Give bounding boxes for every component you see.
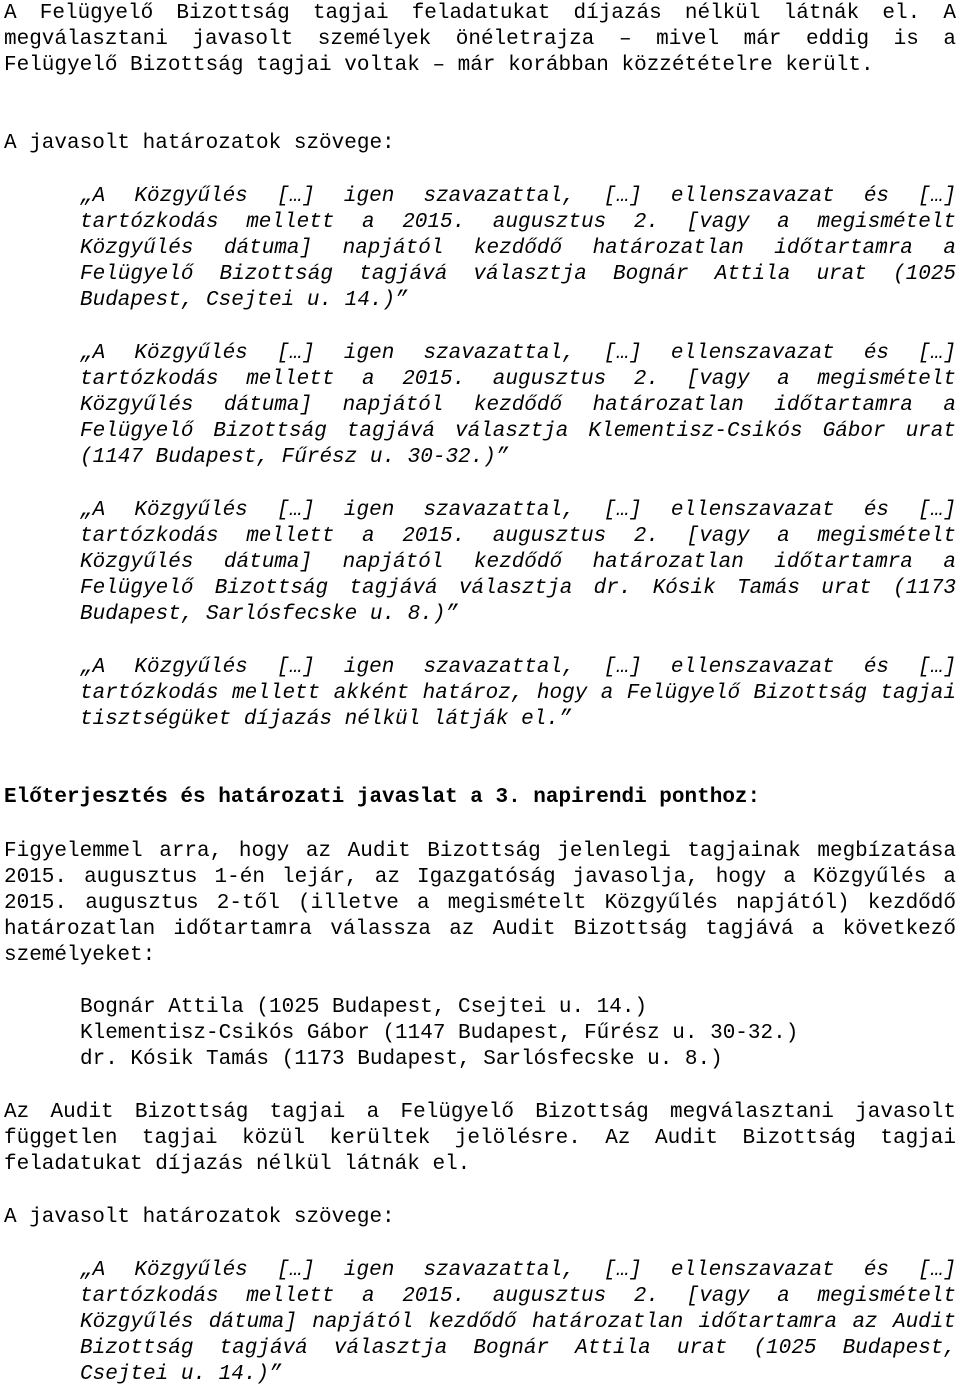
intro-paragraph: A Felügyelő Bizottság tagjai feladatukat díjazás nélkül látnák el. A megválasztani javasolt személyek önéletrajza – mivel már eddig is a Felügyelő Bizottság tagjai voltak – már korábban közzétételre került. bbox=[4, 2, 956, 77]
resolution-1: „A Közgyűlés […] igen szavazattal, […] ellenszavazat és […] tartózkodás mellett a 2015. augusztus 2. [vagy a megismételt Közgyűlés dátuma] napjától kezdődő határozatlan időtartamra a Felügyelő Bizottság tagjává választja Bognár Attila urat (1025 Budapest, Csejtei u. 14.)” bbox=[80, 185, 956, 312]
resolution-4: „A Közgyűlés […] igen szavazattal, […] ellenszavazat és […] tartózkodás mellett akként határoz, hogy a Felügyelő Bizottság tagjai tisztségüket díjazás nélkül látják el.” bbox=[80, 656, 956, 731]
resolution-3: „A Közgyűlés […] igen szavazattal, […] ellenszavazat és […] tartózkodás mellett a 2015. augusztus 2. [vagy a megismételt Közgyűlés dátuma] napjától kezdődő határozatlan időtartamra a Felügyelő Bizottság tagjává választja dr. Kósik Tamás urat (1173 Budapest, Sarlósfecske u. 8.)” bbox=[80, 499, 956, 626]
list-item: dr. Kósik Tamás (1173 Budapest, Sarlósfecske u. 8.) bbox=[80, 1048, 723, 1071]
list-item: Klementisz-Csikós Gábor (1147 Budapest, Fűrész u. 30-32.) bbox=[80, 1022, 799, 1045]
audit-members-paragraph: Az Audit Bizottság tagjai a Felügyelő Bizottság megválasztani javasolt független tagjai közül kerültek jelölésre. Az Audit Bizottság tagjai feladatukat díjazás nélkül látnák el. bbox=[4, 1101, 956, 1176]
section-heading: Előterjesztés és határozati javaslat a 3. napirendi ponthoz: bbox=[4, 786, 761, 809]
resolution-2: „A Közgyűlés […] igen szavazattal, […] ellenszavazat és […] tartózkodás mellett a 2015. augusztus 2. [vagy a megismételt Közgyűlés dátuma] napjától kezdődő határozatlan időtartamra a Felügyelő Bizottság tagjává választja Klementisz-Csikós Gábor urat (1147 Budapest, Fűrész u. 30-32.)” bbox=[80, 342, 956, 469]
candidate-list bbox=[4, 995, 956, 1073]
list-item: Bognár Attila (1025 Budapest, Csejtei u. 14.) bbox=[80, 996, 648, 1019]
resolutions-label-2: A javasolt határozatok szövege: bbox=[4, 1206, 395, 1229]
resolutions-label: A javasolt határozatok szövege: bbox=[4, 132, 395, 155]
audit-paragraph: Figyelemmel arra, hogy az Audit Bizottság jelenlegi tagjainak megbízatása 2015. augusztus 1-én lejár, az Igazgatóság javasolja, hogy a Közgyűlés a 2015. augusztus 2-től (illetve a megismételt Közgyűlés napjától) kezdődő határozatlan időtartamra válassza az Audit Bizottság tagjává a következő személyeket: bbox=[4, 840, 956, 967]
resolution-5: „A Közgyűlés […] igen szavazattal, […] ellenszavazat és […] tartózkodás mellett a 2015. augusztus 2. [vagy a megismételt Közgyűlés dátuma] napjától kezdődő határozatlan időtartamra az Audit Bizottság tagjává választja Bognár Attila urat (1025 Budapest, Csejtei u. 14.)” bbox=[80, 1259, 956, 1386]
